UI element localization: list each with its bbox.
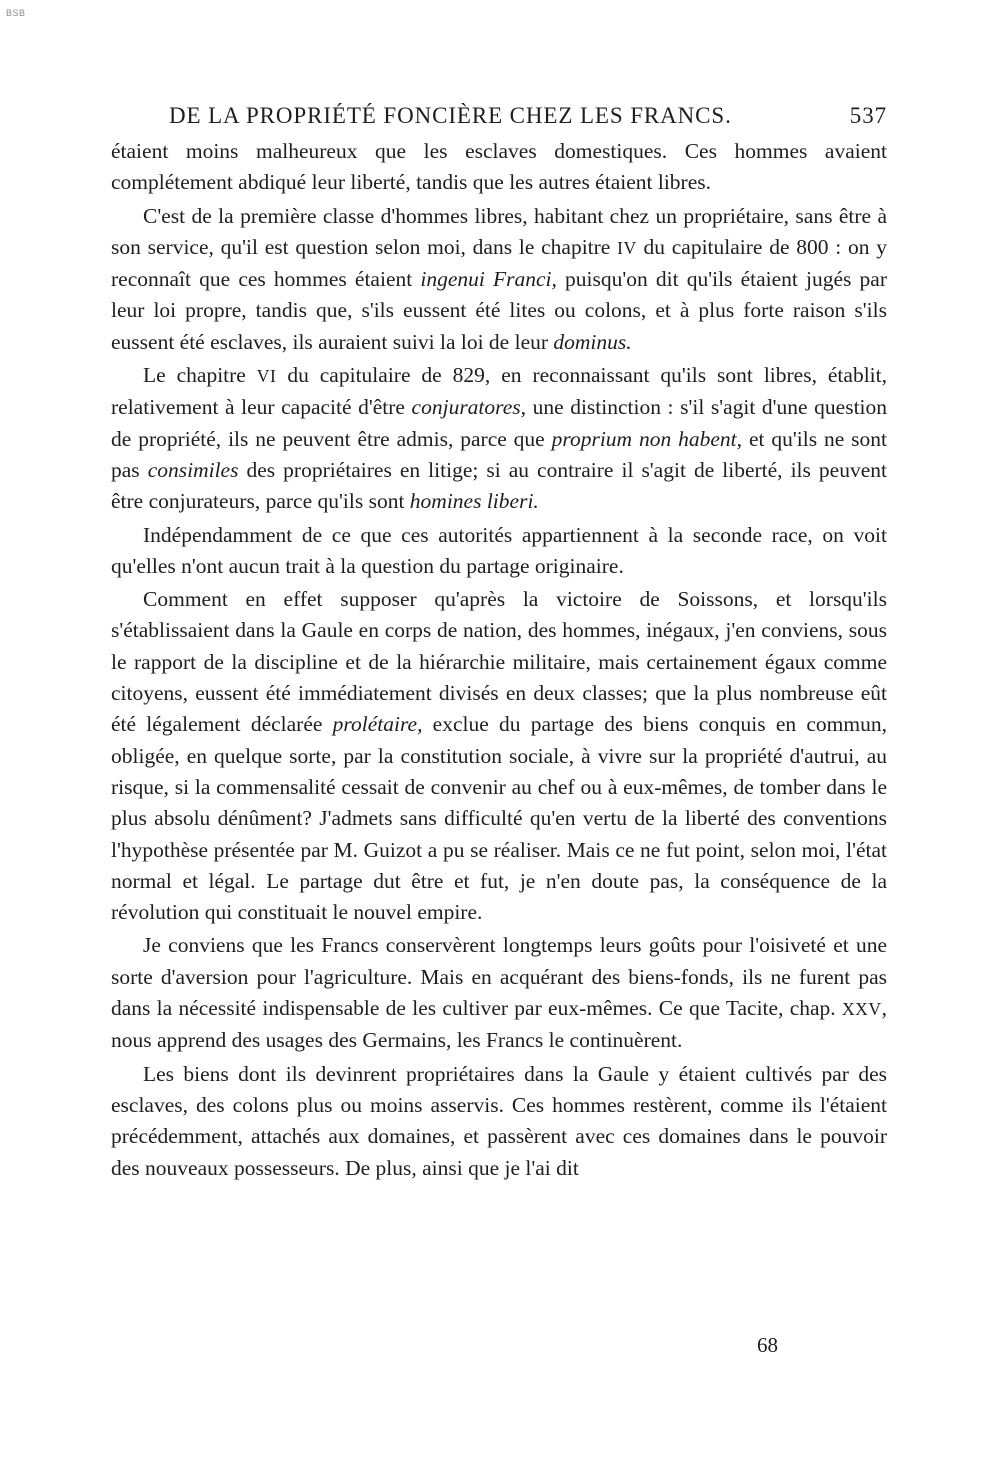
text-run: du capitulaire de 800 : on y reconnaît que ces hommes étaient — [111, 234, 888, 292]
italic-term: consimiles — [147, 457, 239, 482]
text-run: puisqu'on dit qu'ils étaient jugés par leur loi propre, tandis que, s'ils eussent été lites ou colons, et à plus forte raison s'ils eussent été esclaves, ils auraient suivi la loi de leur — [111, 267, 887, 354]
italic-term: homines liberi. — [409, 489, 539, 514]
paragraph-7 — [111, 1059, 887, 1184]
paragraph-2 — [111, 201, 887, 358]
italic-term: prolétaire, — [332, 712, 423, 737]
text-run: exclue du partage des biens conquis en commun, obligée, en quelque sorte, par la constitution sociale, à vivre sur la propriété d'autrui, au risque, si la commensalité cessait de convenir au chef ou à eux-mêmes, de tomber dans le plus absolu dénûment? J'admets sans difficulté qu'en vertu de la liberté des conventions l'hypothèse présentée par M. Guizot a pu se réaliser. Mais ce ne fut point, selon moi, l'état normal et légal. Le partage dut être et fut, je n'en doute pas, la conséquence de la révolution qui constituait le nouvel empire. — [111, 712, 887, 925]
italic-term: conjuratores, — [411, 395, 527, 420]
text-run: du capitulaire de 829, en reconnaissant qu'ils sont libres, établit, relativement à leur capacité d'être — [111, 363, 887, 420]
text-run: des propriétaires en litige; si au contraire il s'agit de liberté, ils peuvent être conjurateurs, parce qu'ils sont — [111, 457, 887, 514]
text-run: Indépendamment de ce que ces autorités appartiennent à la seconde race, on voit qu'elles n'ont aucun trait à la question du partage originaire. — [111, 522, 887, 578]
running-header — [111, 100, 887, 132]
italic-term: dominus. — [553, 329, 632, 354]
text-run: une distinction : s'il s'agit d'une question de propriété, ils ne peuvent être admis, parce que — [111, 395, 888, 451]
text-run: Les biens dont ils devinrent propriétaires dans la Gaule y étaient cultivés par des esclaves, des colons plus ou moins asservis. Ces hommes restèrent, comme ils l'étaient précédemment, attachés aux domaines, et passèrent avec ces domaines dans le pouvoir des nouveaux possesseurs. De plus, ainsi que je l'ai dit — [111, 1061, 887, 1180]
running-title: DE LA PROPRIÉTÉ FONCIÈRE CHEZ LES FRANCS. — [169, 103, 732, 128]
text-run: Le chapitre — [143, 363, 257, 388]
paragraph-5 — [111, 584, 887, 928]
roman-numeral: XXV — [841, 999, 882, 1020]
text-run: Je conviens que les Francs conservèrent longtemps leurs goûts pour l'oisiveté et une sorte d'aversion pour l'agriculture. Mais en acquérant des biens-fonds, ils ne furent pas dans la nécessité indispensable de les cultiver par eux-mêmes. Ce que Tacite, chap. — [111, 933, 887, 1021]
paragraph-3 — [111, 360, 887, 517]
book-page — [111, 100, 887, 1186]
italic-term: ingenui Franci, — [420, 267, 557, 292]
paragraph-1 — [111, 136, 887, 199]
signature-mark: 68 — [757, 1333, 778, 1357]
text-run: C'est de la première classe d'hommes libres, habitant chez un propriétaire, sans être à son service, qu'il est question selon moi, dans le chapitre — [111, 203, 887, 259]
text-run: et qu'ils ne sont pas — [111, 426, 888, 482]
paragraph-4 — [111, 520, 887, 583]
library-stamp: BSB — [6, 8, 26, 18]
page-number: 537 — [849, 103, 887, 128]
text-run: , nous apprend des usages des Germains, les Francs le continuèrent. — [111, 996, 887, 1053]
roman-numeral: VI — [256, 366, 277, 387]
text-run: Comment en effet supposer qu'après la victoire de Soissons, et lorsqu'ils s'établissaient dans la Gaule en corps de nation, des hommes, inégaux, j'en conviens, sous le rapport de la discipline et de la hiérarchie militaire, mais certainement égaux comme citoyens, eussent été immédiatement divisés en deux classes; que la plus nombreuse eût été légalement déclarée — [111, 587, 887, 737]
roman-numeral: IV — [617, 237, 637, 258]
body-text — [111, 136, 887, 1184]
italic-term: proprium non habent, — [551, 426, 743, 451]
paragraph-6 — [111, 930, 887, 1056]
text-run: étaient moins malheureux que les esclaves domestiques. Ces hommes avaient complétement abdiqué leur liberté, tandis que les autres étaient libres. — [111, 139, 887, 195]
